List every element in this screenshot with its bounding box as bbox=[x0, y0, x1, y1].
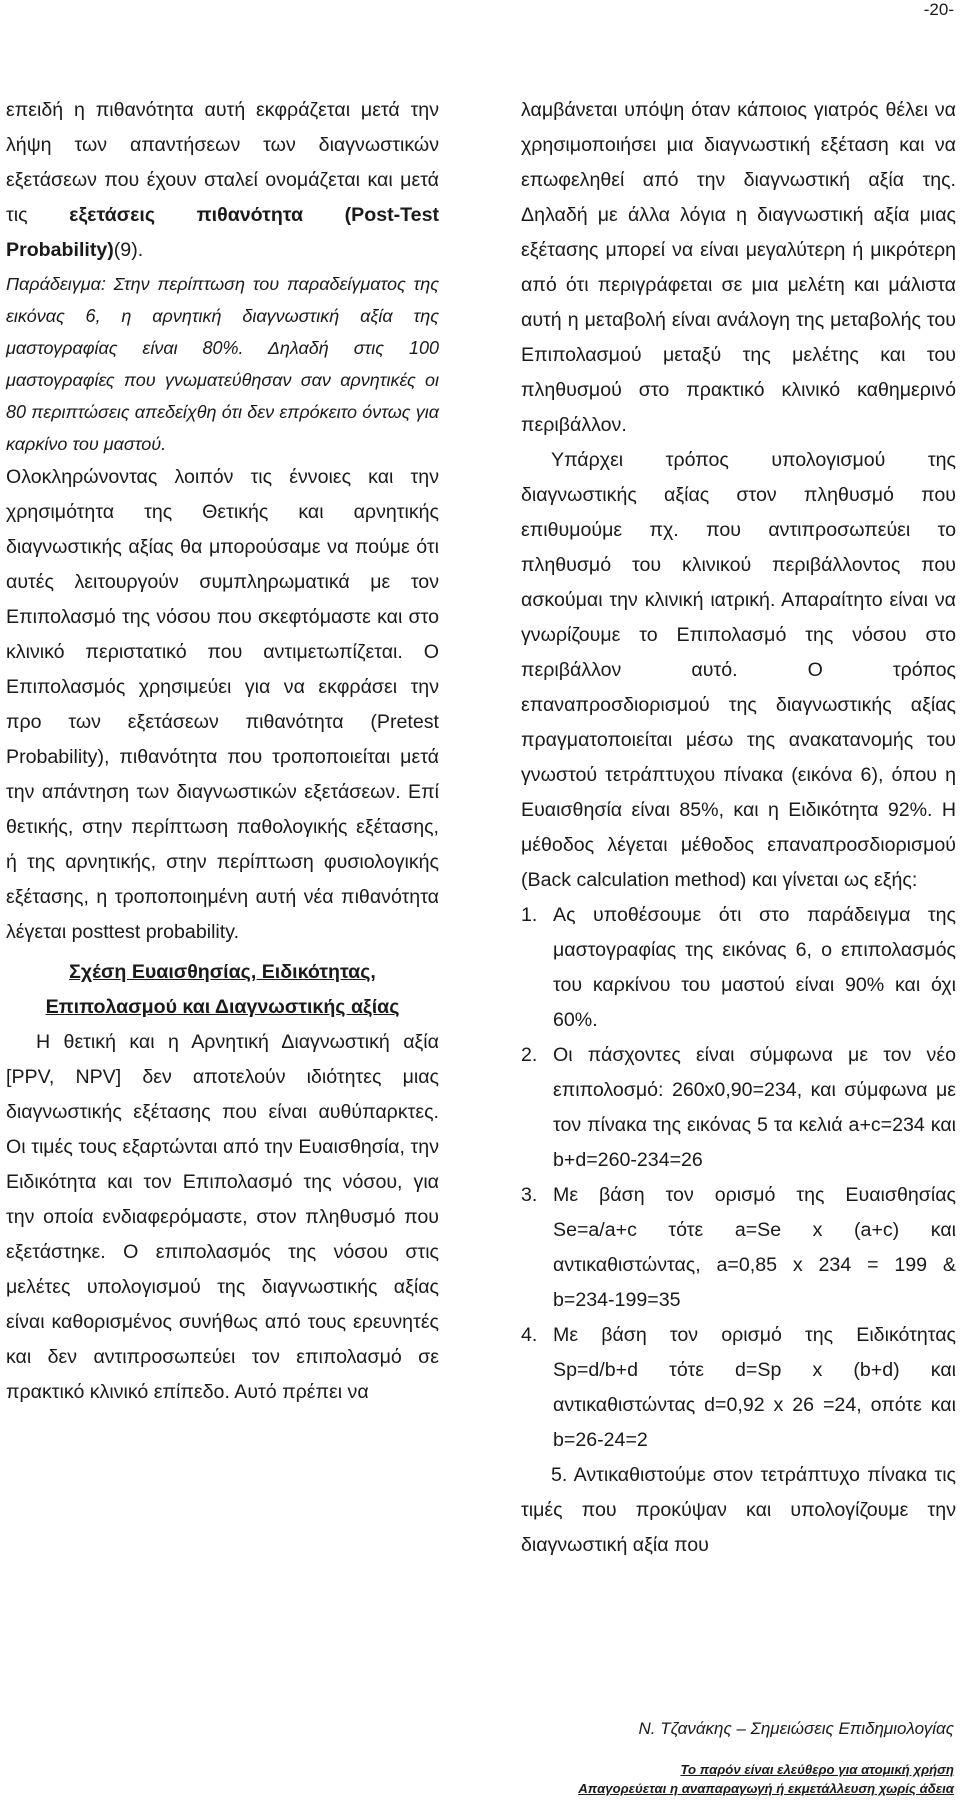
right-column bbox=[521, 93, 956, 1563]
paragraph-step-5: 5. Αντικαθιστούμε στον τετράπτυχο πίνακα τις τιμές που προκύψαν και υπολογίζουμε την διαγνωστική αξία που bbox=[521, 1464, 956, 1556]
paragraph-ppv-npv: Η θετική και η Αρνητική Διαγνωστική αξία [PPV, NPV] δεν αποτελούν ιδιότητες μιας διαγνωστικής εξέτασης που είναι αυθύπαρκτες. Οι τιμές τους εξαρτώνται από την Ευαισθησία, την Ειδικότητα και τον Επιπολασμό της νόσου, για την οποία ενδιαφερόμαστε, στον πληθυσμό που εξετάστηκε. Ο επιπολασμός της νόσου στις μελέτες υπολογισμού της διαγνωστικής αξίας είναι καθορισμένος συνήθως από τους ερευνητές και δεν αντιπροσωπεύει τον επιπολασμό σε πρακτικό κλινικό επίπεδο. Αυτό πρέπει να bbox=[6, 1031, 439, 1403]
text-span: (9). bbox=[113, 239, 144, 261]
footer-license-line-1: Το παρόν είναι ελεύθερο για ατομική χρήση bbox=[680, 1762, 954, 1777]
list-text: Με βάση τον ορισμό της Ευαισθησίας Se=a/a+c τότε a=Se x (a+c) και αντικαθιστώντας, a=0,85 x 234 = 199 & b=234-199=35 bbox=[553, 1184, 956, 1311]
footer-license-line-2: Απαγορεύεται η αναπαραγωγή ή εκμετάλλευση χωρίς άδεια bbox=[578, 1781, 954, 1796]
list-item bbox=[521, 898, 956, 1038]
list-number: 4. bbox=[521, 1324, 538, 1346]
paragraph-prevalence: Ολοκληρώνοντας λοιπόν τις έννοιες και την χρησιμότητα της Θετικής και αρνητικής διαγνωστικής αξίας θα μπορούσαμε να πούμε ότι αυτές λειτουργούν συμπληρωματικά με τον Επιπολασμό της νόσου που σκεφτόμαστε και στο κλινικό περιστατικό που αντιμετωπίζεται. Ο Επιπολασμός χρησιμεύει για να εκφράσει την προ των εξετάσεων πιθανότητα (Pretest Probability), πιθανότητα που τροποποιείται μετά την απάντηση των διαγνωστικών εξετάσεων. Επί θετικής, στην περίπτωση παθολογικής εξέτασης, ή της αρνητικής, στην περίπτωση φυσιολογικής εξέτασης, η τροποποιημένη αυτή νέα πιθανότητα λέγεται posttest probability. bbox=[6, 466, 439, 943]
list-number: 3. bbox=[521, 1184, 538, 1206]
bold-term: εξετάσεις πιθανότητα (Post-Test Probability) bbox=[6, 204, 439, 261]
list-item bbox=[521, 1038, 956, 1178]
paragraph-back-calculation: Υπάρχει τρόπος υπολογισμού της διαγνωστικής αξίας στον πληθυσμό που επιθυμούμε πχ. που αντιπροσωπεύει το πληθυσμό του κλινικού περιβάλλοντος που ασκούμαι την κλινική ιατρική. Απαραίτητο είναι να γνωρίζουμε το Επιπολασμό της νόσου στο περιβάλλον αυτό. Ο τρόπος επαναπροσδιορισμού της διαγνωστικής αξίας πραγματοποιείται μέσω της ανακατανομής του γνωστού τετράπτυχου πίνακα (εικόνα 6), όπου η Ευαισθησία είναι 85%, και η Ειδικότητα 92%. Η μέθοδος λέγεται μέθοδος επαναπροσδιορισμού (Back calculation method) και γίνεται ως εξής: bbox=[521, 449, 956, 891]
list-number: 2. bbox=[521, 1044, 538, 1066]
page-number: -20- bbox=[923, 0, 954, 19]
section-heading-line-2: Επιπολασμού και Διαγνωστικής αξίας bbox=[45, 996, 400, 1018]
section-heading-line-1: Σχέση Ευαισθησίας, Ειδικότητας, bbox=[69, 961, 376, 983]
example-paragraph: Παράδειγμα: Στην περίπτωση του παραδείγματος της εικόνας 6, η αρνητική διαγνωστική αξία της μαστογραφίας είναι 80%. Δηλαδή στις 100 μαστογραφίες που γνωματεύθησαν σαν αρνητικές οι 80 περιπτώσεις απεδείχθη ότι δεν επρόκειτο όντως για καρκίνο του μαστού. bbox=[6, 274, 439, 454]
list-item bbox=[521, 1178, 956, 1318]
list-text: Ας υποθέσουμε ότι στο παράδειγμα της μαστογραφίας της εικόνας 6, ο επιπολασμός του καρκίνου του μαστού είναι 90% και όχι 60%. bbox=[553, 904, 956, 1031]
paragraph-continuation: λαμβάνεται υπόψη όταν κάποιος γιατρός θέλει να χρησιμοποιήσει μια διαγνωστική εξέταση και να επωφεληθεί από την διαγνωστική αξία της. Δηλαδή με άλλα λόγια η διαγνωστική αξία μιας εξέτασης μπορεί να είναι μεγαλύτερη ή μικρότερη από ότι περιγράφεται σε μια μελέτη και μάλιστα αυτή η μεταβολή είναι ανάλογη της μεταβολής του Επιπολασμού μεταξύ της μελέτης και του πληθυσμού στο πρακτικό κλινικό καθημερινό περιβάλλον. bbox=[521, 99, 956, 436]
footer-author: Ν. Τζανάκης – Σημειώσεις Επιδημιολογίας bbox=[638, 1719, 954, 1738]
left-column bbox=[6, 93, 439, 1410]
text-span: επειδή η πιθανότητα αυτή εκφράζεται μετά την λήψη των απαντήσεων των διαγνωστικών εξετάσεων που έχουν σταλεί ονομάζεται και μετά τις bbox=[6, 99, 439, 226]
steps-list bbox=[521, 898, 956, 1458]
list-number: 1. bbox=[521, 904, 538, 926]
paragraph-post-test bbox=[6, 93, 439, 268]
list-item bbox=[521, 1318, 956, 1458]
list-text: Με βάση τον ορισμό της Ειδικότητας Sp=d/b+d τότε d=Sp x (b+d) και αντικαθιστώντας d=0,92 x 26 =24, οπότε και b=26-24=2 bbox=[553, 1324, 956, 1451]
list-text: Οι πάσχοντες είναι σύμφωνα με τον νέο επιπολοσμό: 260x0,90=234, και σύμφωνα με τον πίνακα της εικόνας 5 τα κελιά a+c=234 και b+d=260-234=26 bbox=[553, 1044, 956, 1171]
